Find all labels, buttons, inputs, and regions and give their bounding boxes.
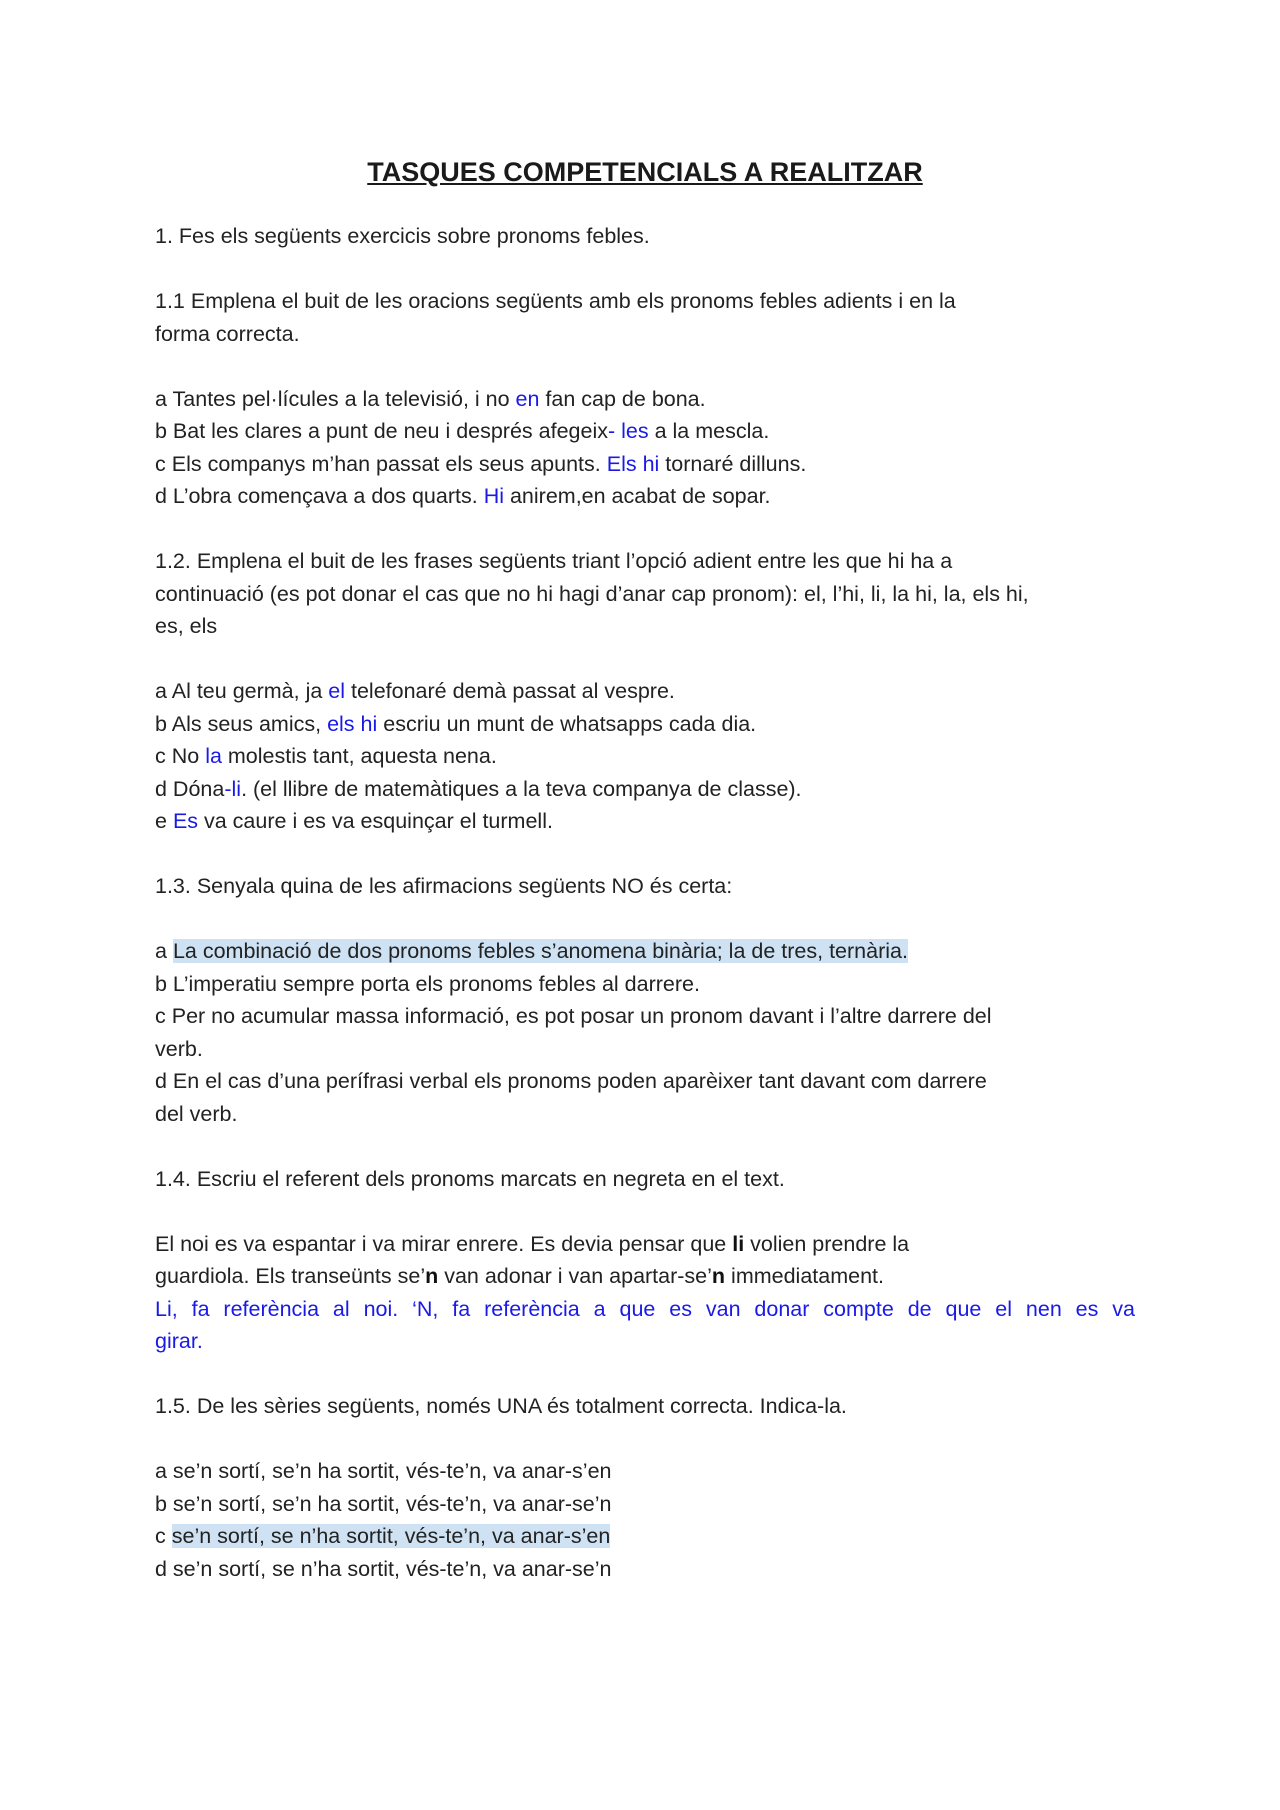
section-1-2-heading-line2: continuació (es pot donar el cas que no hi hagi d’anar cap pronom): el, l’hi, li, la hi, la, els hi,: [155, 581, 1029, 606]
option-1-3-a: [155, 935, 1135, 968]
text-span: van adonar i van apartar-se’: [438, 1264, 712, 1288]
exercise-1-2-a: [155, 675, 1135, 708]
answer-text: - les: [607, 419, 649, 443]
sentence-text: telefonaré demà passat al vespre.: [345, 679, 675, 703]
sentence-text: c Els companys m’han passat els seus apunts.: [155, 451, 607, 476]
option-1-3-b: b L’imperatiu sempre porta els pronoms febles al darrere.: [155, 971, 700, 996]
sentence-text: a Al teu germà, ja: [155, 679, 329, 703]
answer-text: els hi: [327, 711, 378, 736]
exercise-1-2-d: [155, 773, 1135, 806]
section-1-1-heading-line2: forma correcta.: [155, 321, 300, 346]
sentence-text: d Dóna: [155, 776, 225, 801]
sentence-text: a la mescla.: [648, 419, 770, 443]
text-span: volien prendre la: [744, 1231, 910, 1256]
intro-text: 1. Fes els següents exercicis sobre pronoms febles.: [155, 224, 650, 248]
sentence-text: va caure i es va esquinçar el turmell.: [198, 809, 553, 833]
answer-text: Els hi: [606, 451, 660, 476]
answer-text: en: [515, 386, 540, 411]
option-1-5-d: d se’n sortí, se n’ha sortit, vés-te’n, va anar-se’n: [155, 1556, 612, 1581]
section-1-2-heading-line3: es, els: [155, 614, 218, 638]
sentence-text: tornaré dilluns.: [659, 451, 807, 476]
text-1-4-line1: [155, 1228, 1135, 1261]
sentence-text: anirem,en acabat de sopar.: [504, 484, 771, 508]
document-content: [155, 152, 1135, 1585]
section-1-4-heading: 1.4. Escriu el referent dels pronoms marcats en negreta en el text.: [155, 1166, 785, 1191]
option-1-3-d-line2: del verb.: [155, 1101, 238, 1126]
text-span: guardiola. Els transeünts se’: [155, 1264, 426, 1288]
sentence-text: d L’obra començava a dos quarts.: [155, 484, 484, 508]
option-1-3-d-line1: d En el cas d’una perífrasi verbal els pronoms poden aparèixer tant davant com darrere: [155, 1069, 987, 1093]
text-span: immediatament.: [725, 1264, 884, 1288]
exercise-1-1-a: [155, 383, 1135, 416]
option-1-5-b: b se’n sortí, se’n ha sortit, vés-te’n, va anar-se’n: [155, 1491, 612, 1516]
text-span: El noi es va espantar i va mirar enrere. Es devia pensar que: [155, 1231, 733, 1256]
exercise-1-1-c: [155, 448, 1135, 481]
section-1-3-heading: 1.3. Senyala quina de les afirmacions següents NO és certa:: [155, 874, 733, 898]
option-letter: c: [155, 1524, 172, 1548]
sentence-text: e: [155, 809, 173, 833]
exercise-1-1-d: [155, 480, 1135, 513]
sentence-text: . (el llibre de matemàtiques a la teva companya de classe).: [241, 776, 802, 801]
answer-text: la: [205, 744, 222, 768]
highlighted-answer: se’n sortí, se n’ha sortit, vés-te’n, va anar-s’en: [171, 1524, 611, 1548]
answer-1-4-line1: Li, fa referència al noi. ‘N, fa referència a que es van donar compte de que el nen es va: [155, 1296, 1135, 1321]
sentence-text: fan cap de bona.: [539, 386, 706, 411]
section-1-2-heading-line1: 1.2. Emplena el buit de les frases següents triant l’opció adient entre les que hi ha a: [155, 549, 953, 573]
exercise-1-2-b: [155, 708, 1135, 741]
answer-1-4-line2: girar.: [155, 1329, 203, 1353]
bold-pronoun: n: [711, 1264, 726, 1288]
answer-text: el: [328, 679, 346, 703]
section-1-1-heading-line1: 1.1 Emplena el buit de les oracions següents amb els pronoms febles adients i en la: [155, 289, 956, 313]
exercise-1-1-b: [155, 415, 1135, 448]
sentence-text: b Bat les clares a punt de neu i després afegeix: [155, 419, 608, 443]
option-1-3-c-line2: verb.: [155, 1036, 203, 1061]
page-title: TASQUES COMPETENCIALS A REALITZAR: [367, 157, 923, 187]
sentence-text: c No: [155, 744, 206, 768]
answer-text: Es: [172, 809, 199, 833]
exercise-1-2-c: [155, 740, 1135, 773]
sentence-text: escriu un munt de whatsapps cada dia.: [377, 711, 757, 736]
bold-pronoun: n: [425, 1264, 439, 1288]
exercise-1-2-e: [155, 805, 1135, 838]
sentence-text: a Tantes pel·lícules a la televisió, i no: [155, 386, 516, 411]
option-1-5-a: a se’n sortí, se’n ha sortit, vés-te’n, va anar-s’en: [155, 1459, 612, 1483]
sentence-text: molestis tant, aquesta nena.: [221, 744, 497, 768]
answer-text: -li: [224, 776, 242, 801]
highlighted-answer: La combinació de dos pronoms febles s’anomena binària; la de tres, ternària.: [172, 939, 908, 963]
text-1-4-line2: [155, 1260, 1135, 1293]
option-1-5-c: [155, 1520, 1135, 1553]
sentence-text: b Als seus amics,: [155, 711, 328, 736]
section-1-5-heading: 1.5. De les sèries següents, només UNA és totalment correcta. Indica-la.: [155, 1394, 847, 1418]
answer-text: Hi: [483, 484, 504, 508]
option-letter: a: [155, 939, 173, 963]
bold-pronoun: li: [732, 1231, 745, 1256]
option-1-3-c-line1: c Per no acumular massa informació, es pot posar un pronom davant i l’altre darrere del: [155, 1004, 992, 1028]
